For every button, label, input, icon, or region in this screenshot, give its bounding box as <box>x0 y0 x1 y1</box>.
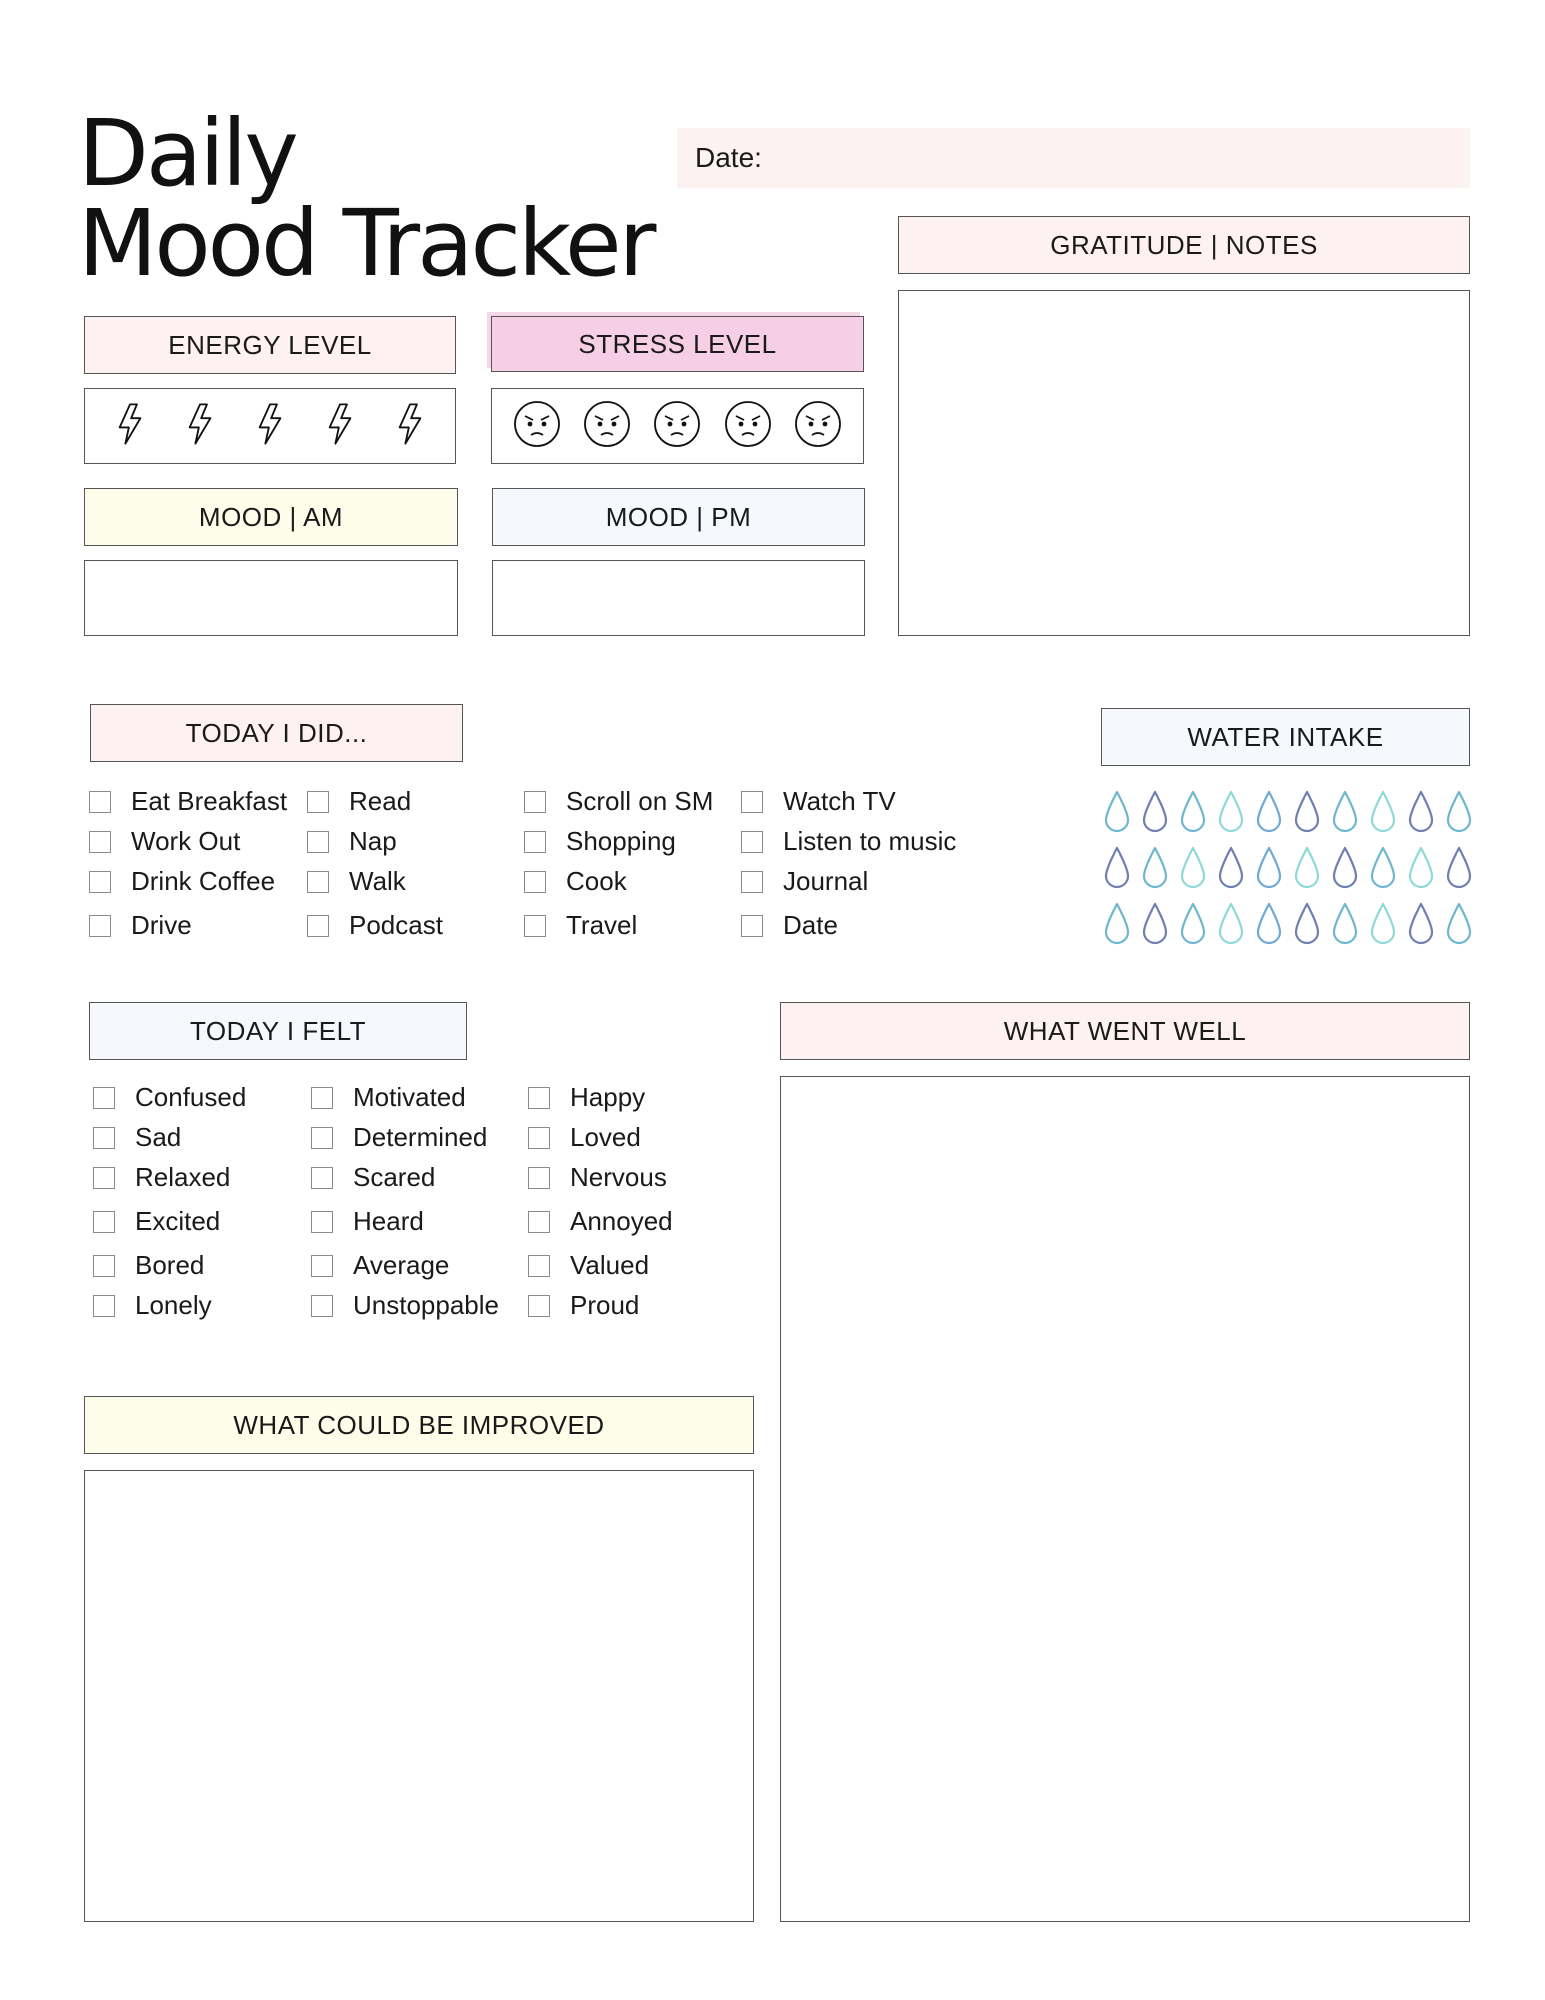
water-drop-icon[interactable] <box>1326 840 1364 896</box>
water-drop-icon[interactable] <box>1326 784 1364 840</box>
water-drop-icon[interactable] <box>1440 784 1478 840</box>
angry-face-icon[interactable] <box>652 399 702 454</box>
what-could-be-improved-header: WHAT COULD BE IMPROVED <box>84 1396 754 1454</box>
water-drop-icon[interactable] <box>1326 896 1364 952</box>
water-drop-icon[interactable] <box>1288 840 1326 896</box>
today-did-item[interactable] <box>741 866 868 897</box>
today-did-label: Watch TV <box>783 786 896 816</box>
today-felt-label: Determined <box>353 1122 488 1152</box>
checkbox[interactable] <box>311 1127 333 1149</box>
today-did-label: Date <box>783 910 838 940</box>
checkbox[interactable] <box>89 831 111 853</box>
today-did-item[interactable] <box>741 826 956 857</box>
today-felt-label: Motivated <box>353 1082 466 1112</box>
today-felt-label: Lonely <box>135 1290 212 1320</box>
today-did-item[interactable] <box>307 866 406 897</box>
water-drop-icon[interactable] <box>1364 784 1402 840</box>
water-drop-icon[interactable] <box>1288 784 1326 840</box>
checkbox[interactable] <box>307 791 329 813</box>
checkbox[interactable] <box>741 871 763 893</box>
today-felt-label: Proud <box>570 1290 640 1320</box>
water-drop-icon[interactable] <box>1136 840 1174 896</box>
checkbox[interactable] <box>93 1087 115 1109</box>
lightning-icon[interactable] <box>395 401 425 452</box>
checkbox[interactable] <box>311 1087 333 1109</box>
water-drop-icon[interactable] <box>1098 840 1136 896</box>
today-felt-label: Happy <box>570 1082 646 1112</box>
mood-am-header: MOOD | AM <box>84 488 458 546</box>
stress-level-row <box>491 388 864 464</box>
mood-pm-box[interactable] <box>492 560 865 636</box>
checkbox[interactable] <box>528 1127 550 1149</box>
angry-face-icon[interactable] <box>512 399 562 454</box>
title-mood-tracker: Mood Tracker <box>78 190 654 297</box>
checkbox[interactable] <box>528 1295 550 1317</box>
what-could-be-improved-box[interactable] <box>84 1470 754 1922</box>
water-drop-icon[interactable] <box>1250 784 1288 840</box>
checkbox[interactable] <box>93 1255 115 1277</box>
today-did-label: Drive <box>131 910 192 940</box>
today-felt-item[interactable] <box>93 1082 246 1113</box>
today-did-item[interactable] <box>89 910 192 941</box>
checkbox[interactable] <box>528 1211 550 1233</box>
today-did-item[interactable] <box>307 826 397 857</box>
today-felt-label: Valued <box>570 1250 650 1280</box>
checkbox[interactable] <box>311 1167 333 1189</box>
today-did-label: Cook <box>566 866 627 896</box>
today-did-label: Journal <box>783 866 869 896</box>
what-went-well-header: WHAT WENT WELL <box>780 1002 1470 1060</box>
water-drop-icon[interactable] <box>1212 840 1250 896</box>
angry-face-icon[interactable] <box>582 399 632 454</box>
today-did-label: Scroll on SM <box>566 786 714 816</box>
today-did-item[interactable] <box>741 786 896 817</box>
water-drop-icon[interactable] <box>1174 840 1212 896</box>
today-did-item[interactable] <box>741 910 838 941</box>
today-felt-label: Annoyed <box>570 1206 673 1236</box>
today-felt-item[interactable] <box>528 1290 639 1321</box>
water-drop-icon[interactable] <box>1136 784 1174 840</box>
lightning-icon[interactable] <box>185 401 215 452</box>
today-did-label: Travel <box>566 910 638 940</box>
water-intake-header: WATER INTAKE <box>1101 708 1470 766</box>
today-felt-item[interactable] <box>528 1162 667 1193</box>
water-drop-icon[interactable] <box>1440 840 1478 896</box>
today-felt-item[interactable] <box>528 1082 645 1113</box>
what-went-well-box[interactable] <box>780 1076 1470 1922</box>
checkbox[interactable] <box>311 1295 333 1317</box>
today-felt-item[interactable] <box>93 1290 212 1321</box>
lightning-icon[interactable] <box>115 401 145 452</box>
today-felt-label: Heard <box>353 1206 424 1236</box>
today-felt-label: Relaxed <box>135 1162 231 1192</box>
checkbox[interactable] <box>93 1211 115 1233</box>
today-did-label: Listen to music <box>783 826 957 856</box>
water-drop-icon[interactable] <box>1174 896 1212 952</box>
today-felt-item[interactable] <box>528 1206 673 1237</box>
checkbox[interactable] <box>307 831 329 853</box>
date-field[interactable] <box>677 128 1470 188</box>
today-felt-label: Unstoppable <box>353 1290 499 1320</box>
today-did-item[interactable] <box>89 866 275 897</box>
checkbox[interactable] <box>89 871 111 893</box>
angry-face-icon[interactable] <box>723 399 773 454</box>
today-did-item[interactable] <box>307 786 411 817</box>
water-drop-icon[interactable] <box>1364 840 1402 896</box>
gratitude-notes-header: GRATITUDE | NOTES <box>898 216 1470 274</box>
today-felt-item[interactable] <box>311 1082 466 1113</box>
today-felt-item[interactable] <box>311 1206 424 1237</box>
checkbox[interactable] <box>89 915 111 937</box>
checkbox[interactable] <box>307 871 329 893</box>
checkbox[interactable] <box>93 1127 115 1149</box>
today-did-label: Work Out <box>131 826 241 856</box>
today-felt-item[interactable] <box>93 1122 181 1153</box>
water-drop-icon[interactable] <box>1402 896 1440 952</box>
title-daily: Daily <box>78 100 296 207</box>
energy-level-row <box>84 388 456 464</box>
today-did-label: Eat Breakfast <box>131 786 288 816</box>
water-drop-icon[interactable] <box>1136 896 1174 952</box>
water-drop-icon[interactable] <box>1440 896 1478 952</box>
checkbox[interactable] <box>524 791 546 813</box>
water-drop-icon[interactable] <box>1098 896 1136 952</box>
today-did-item[interactable] <box>524 866 627 897</box>
today-felt-header: TODAY I FELT <box>89 1002 467 1060</box>
today-felt-label: Sad <box>135 1122 182 1152</box>
today-felt-item[interactable] <box>93 1206 220 1237</box>
water-drop-icon[interactable] <box>1250 840 1288 896</box>
today-felt-label: Excited <box>135 1206 221 1236</box>
today-felt-item[interactable] <box>528 1122 641 1153</box>
water-drop-icon[interactable] <box>1174 784 1212 840</box>
water-drop-icon[interactable] <box>1098 784 1136 840</box>
checkbox[interactable] <box>741 831 763 853</box>
water-drop-icon[interactable] <box>1364 896 1402 952</box>
today-did-label: Nap <box>349 826 397 856</box>
today-did-item[interactable] <box>89 786 287 817</box>
checkbox[interactable] <box>524 915 546 937</box>
today-felt-label: Average <box>353 1250 450 1280</box>
today-felt-label: Loved <box>570 1122 641 1152</box>
checkbox[interactable] <box>307 915 329 937</box>
water-drop-icon[interactable] <box>1402 784 1440 840</box>
checkbox[interactable] <box>528 1255 550 1277</box>
today-did-item[interactable] <box>524 826 676 857</box>
today-felt-item[interactable] <box>311 1162 435 1193</box>
today-did-label: Read <box>349 786 412 816</box>
today-felt-label: Bored <box>135 1250 205 1280</box>
today-felt-item[interactable] <box>311 1122 487 1153</box>
water-drop-icon[interactable] <box>1288 896 1326 952</box>
mood-am-box[interactable] <box>84 560 458 636</box>
energy-level-header: ENERGY LEVEL <box>84 316 456 374</box>
lightning-icon[interactable] <box>325 401 355 452</box>
checkbox[interactable] <box>524 831 546 853</box>
lightning-icon[interactable] <box>255 401 285 452</box>
today-did-item[interactable] <box>89 826 240 857</box>
today-felt-item[interactable] <box>528 1250 649 1281</box>
angry-face-icon[interactable] <box>793 399 843 454</box>
date-label: Date: <box>695 142 762 173</box>
today-did-header: TODAY I DID... <box>90 704 463 762</box>
today-did-item[interactable] <box>524 786 713 817</box>
checkbox[interactable] <box>741 791 763 813</box>
today-felt-item[interactable] <box>311 1290 499 1321</box>
water-drop-icon[interactable] <box>1402 840 1440 896</box>
water-intake-grid <box>1098 784 1478 952</box>
today-felt-label: Confused <box>135 1082 247 1112</box>
water-drop-icon[interactable] <box>1212 784 1250 840</box>
checkbox[interactable] <box>311 1255 333 1277</box>
today-did-label: Walk <box>349 866 406 896</box>
checkbox[interactable] <box>528 1087 550 1109</box>
today-did-label: Podcast <box>349 910 443 940</box>
checkbox[interactable] <box>93 1295 115 1317</box>
checkbox[interactable] <box>311 1211 333 1233</box>
checkbox[interactable] <box>528 1167 550 1189</box>
today-felt-item[interactable] <box>311 1250 449 1281</box>
mood-pm-header: MOOD | PM <box>492 488 865 546</box>
water-drop-icon[interactable] <box>1212 896 1250 952</box>
today-felt-label: Scared <box>353 1162 436 1192</box>
checkbox[interactable] <box>524 871 546 893</box>
today-felt-label: Nervous <box>570 1162 667 1192</box>
gratitude-notes-box[interactable] <box>898 290 1470 636</box>
today-did-item[interactable] <box>524 910 637 941</box>
checkbox[interactable] <box>93 1167 115 1189</box>
today-felt-item[interactable] <box>93 1250 204 1281</box>
checkbox[interactable] <box>741 915 763 937</box>
today-did-item[interactable] <box>307 910 443 941</box>
stress-level-header: STRESS LEVEL <box>491 316 864 372</box>
checkbox[interactable] <box>89 791 111 813</box>
water-drop-icon[interactable] <box>1250 896 1288 952</box>
today-did-label: Shopping <box>566 826 676 856</box>
today-did-label: Drink Coffee <box>131 866 276 896</box>
today-felt-item[interactable] <box>93 1162 230 1193</box>
